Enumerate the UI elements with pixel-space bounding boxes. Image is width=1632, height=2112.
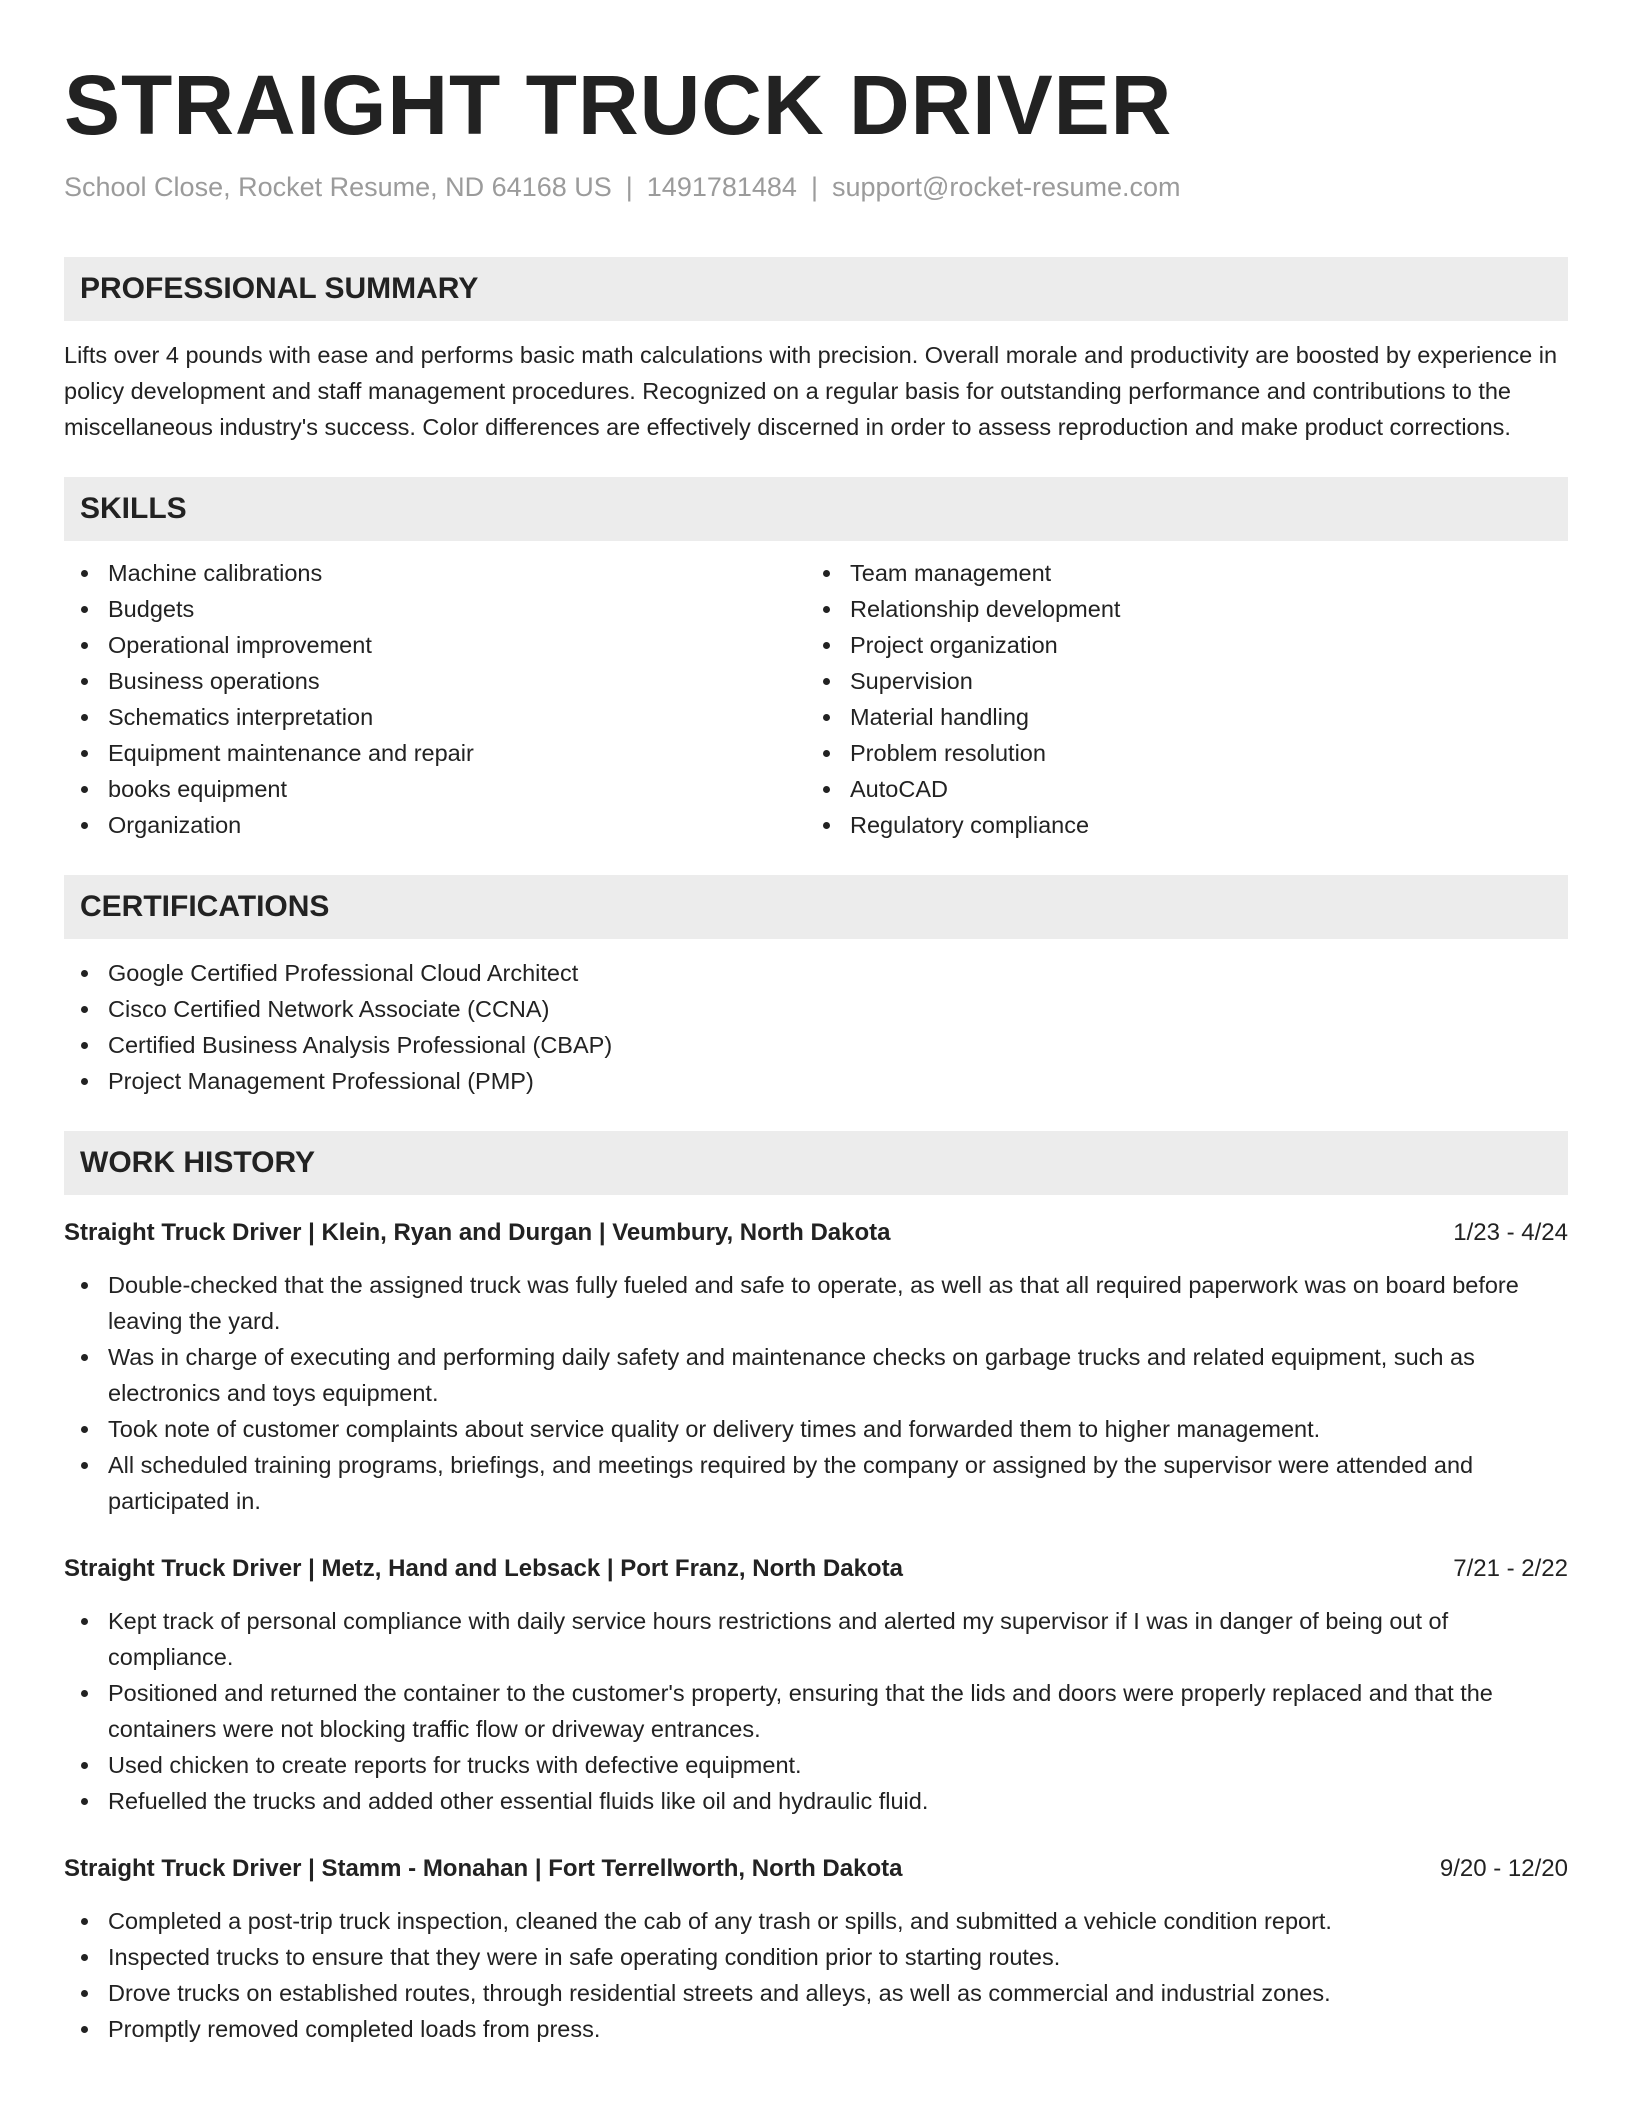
candidate-name: STRAIGHT TRUCK DRIVER <box>64 58 1173 152</box>
job-bullet: All scheduled training programs, briefings, and meetings required by the company or assigned by the supervisor were attended and participated in. <box>64 1447 1568 1519</box>
skill-item: Organization <box>64 807 806 843</box>
job-title: Straight Truck Driver | Metz, Hand and Lebsack | Port Franz, North Dakota <box>64 1555 903 1582</box>
skill-item: Equipment maintenance and repair <box>64 735 806 771</box>
job-bullet: Drove trucks on established routes, through residential streets and alleys, as well as commercial and industrial zones. <box>64 1975 1568 2011</box>
skill-item: Team management <box>806 555 1548 591</box>
skills-columns <box>64 555 1568 843</box>
section-heading-skills: SKILLS <box>64 477 1568 541</box>
job-dates: 1/23 - 4/24 <box>1453 1219 1568 1246</box>
certification-item: Google Certified Professional Cloud Architect <box>64 955 1568 991</box>
job-header <box>64 1551 1568 1587</box>
skills-list-left <box>64 555 806 843</box>
skill-item: Regulatory compliance <box>806 807 1548 843</box>
job-header <box>64 1851 1568 1887</box>
skill-item: Schematics interpretation <box>64 699 806 735</box>
skill-item: Relationship development <box>806 591 1548 627</box>
summary-text: Lifts over 4 pounds with ease and performs basic math calculations with precision. Overall morale and productivity are boosted by experience in policy development and staff management procedures. Recognized on a regular basis for outstanding performance and contributions to the miscellaneous industry's success. Color differences are effectively discerned in order to assess reproduction and make product corrections. <box>64 342 1558 440</box>
section-heading-certifications: CERTIFICATIONS <box>64 875 1568 939</box>
skill-item: Business operations <box>64 663 806 699</box>
certification-item: Certified Business Analysis Professional (CBAP) <box>64 1027 1568 1063</box>
contact-separator: | <box>625 172 633 202</box>
job-bullet: Positioned and returned the container to the customer's property, ensuring that the lids and doors were properly replaced and that the containers were not blocking traffic flow or driveway entrances. <box>64 1675 1568 1747</box>
section-heading-summary: PROFESSIONAL SUMMARY <box>64 257 1568 321</box>
job-title: Straight Truck Driver | Klein, Ryan and Durgan | Veumbury, North Dakota <box>64 1219 891 1246</box>
job-bullet: Was in charge of executing and performing daily safety and maintenance checks on garbage trucks and related equipment, such as electronics and toys equipment. <box>64 1339 1568 1411</box>
skill-item: Supervision <box>806 663 1548 699</box>
job-bullets <box>64 1603 1568 1819</box>
job-dates: 7/21 - 2/22 <box>1453 1555 1568 1582</box>
contact-address: School Close, Rocket Resume, ND 64168 US <box>64 172 612 202</box>
job-entry <box>64 1851 1568 2047</box>
job-bullet: Kept track of personal compliance with daily service hours restrictions and alerted my supervisor if I was in danger of being out of compliance. <box>64 1603 1568 1675</box>
section-heading-work-history: WORK HISTORY <box>64 1131 1568 1195</box>
job-bullet: Double-checked that the assigned truck was fully fueled and safe to operate, as well as that all required paperwork was on board before leaving the yard. <box>64 1267 1568 1339</box>
skills-list-right <box>806 555 1548 843</box>
job-bullet: Promptly removed completed loads from press. <box>64 2011 1568 2047</box>
job-bullet: Inspected trucks to ensure that they were in safe operating condition prior to starting routes. <box>64 1939 1568 1975</box>
skill-item: Material handling <box>806 699 1548 735</box>
certification-item: Project Management Professional (PMP) <box>64 1063 1568 1099</box>
job-bullet: Completed a post-trip truck inspection, cleaned the cab of any trash or spills, and submitted a vehicle condition report. <box>64 1903 1568 1939</box>
job-entry <box>64 1551 1568 1819</box>
certifications-list <box>64 955 1568 1099</box>
skill-item: Machine calibrations <box>64 555 806 591</box>
skill-item: Problem resolution <box>806 735 1548 771</box>
skill-item: AutoCAD <box>806 771 1548 807</box>
job-title: Straight Truck Driver | Stamm - Monahan | Fort Terrellworth, North Dakota <box>64 1855 903 1882</box>
skill-item: Budgets <box>64 591 806 627</box>
job-bullets <box>64 1267 1568 1519</box>
job-bullet: Took note of customer complaints about service quality or delivery times and forwarded them to higher management. <box>64 1411 1568 1447</box>
contact-phone: 1491781484 <box>646 172 797 202</box>
job-entry <box>64 1215 1568 1519</box>
contact-line <box>64 169 1568 205</box>
skill-item: Operational improvement <box>64 627 806 663</box>
job-header <box>64 1215 1568 1251</box>
job-bullets <box>64 1903 1568 2047</box>
job-bullet: Refuelled the trucks and added other essential fluids like oil and hydraulic fluid. <box>64 1783 1568 1819</box>
job-bullet: Used chicken to create reports for trucks with defective equipment. <box>64 1747 1568 1783</box>
certification-item: Cisco Certified Network Associate (CCNA) <box>64 991 1568 1027</box>
contact-email: support@rocket-resume.com <box>831 172 1181 202</box>
skill-item: books equipment <box>64 771 806 807</box>
contact-separator: | <box>810 172 818 202</box>
skill-item: Project organization <box>806 627 1548 663</box>
job-dates: 9/20 - 12/20 <box>1439 1855 1568 1882</box>
